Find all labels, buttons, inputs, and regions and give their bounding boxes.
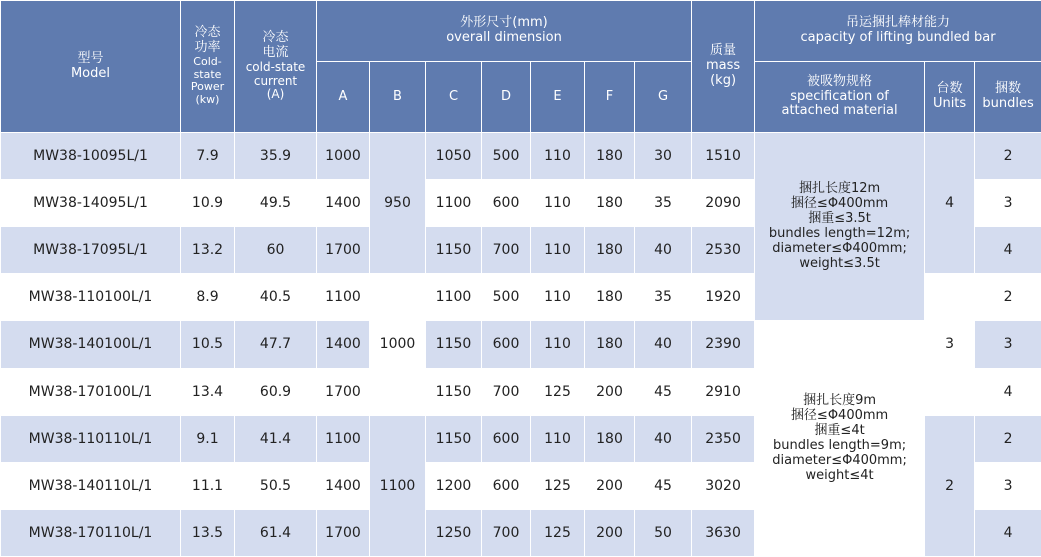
dim-f-cell: 180 xyxy=(585,415,635,462)
current-cell: 40.5 xyxy=(235,274,317,321)
dim-a-cell: 1700 xyxy=(317,509,370,556)
mass-cell: 3630 xyxy=(692,509,755,556)
dim-g-cell: 50 xyxy=(635,509,692,556)
bundles-cell: 3 xyxy=(975,321,1041,368)
bundles-cell: 4 xyxy=(975,227,1041,274)
dim-e-cell: 110 xyxy=(531,274,585,321)
dim-d-cell: 600 xyxy=(482,180,531,227)
model-cell: MW38-17095L/1 xyxy=(1,227,181,274)
model-cell: MW38-110110L/1 xyxy=(1,415,181,462)
mass-cell: 3020 xyxy=(692,462,755,509)
current-cell: 60.9 xyxy=(235,368,317,415)
power-cell: 10.5 xyxy=(181,321,235,368)
dim-g-cell: 45 xyxy=(635,462,692,509)
dim-b-group-cell: 950 xyxy=(370,133,426,274)
power-cell: 13.4 xyxy=(181,368,235,415)
table-row xyxy=(1,321,1041,368)
dim-c-cell: 1150 xyxy=(426,227,482,274)
header-dim-c: C xyxy=(426,62,482,133)
header-overall-dimension: 外形尺寸(mm) overall dimension xyxy=(317,1,692,62)
dim-a-cell: 1100 xyxy=(317,274,370,321)
model-cell: MW38-10095L/1 xyxy=(1,133,181,180)
dim-f-cell: 180 xyxy=(585,227,635,274)
mass-cell: 2530 xyxy=(692,227,755,274)
dim-c-cell: 1150 xyxy=(426,415,482,462)
header-cold-current: 冷态 电流 cold-state current (A) xyxy=(235,1,317,133)
dim-a-cell: 1700 xyxy=(317,368,370,415)
dim-g-cell: 30 xyxy=(635,133,692,180)
header-dim-e: E xyxy=(531,62,585,133)
dim-c-cell: 1050 xyxy=(426,133,482,180)
model-cell: MW38-170110L/1 xyxy=(1,509,181,556)
dim-b-group-cell: 1000 xyxy=(370,274,426,415)
dim-e-cell: 110 xyxy=(531,227,585,274)
dim-d-cell: 600 xyxy=(482,415,531,462)
header-dim-f: F xyxy=(585,62,635,133)
dim-g-cell: 40 xyxy=(635,415,692,462)
dim-e-cell: 110 xyxy=(531,133,585,180)
dim-d-cell: 700 xyxy=(482,227,531,274)
header-model: 型号 Model xyxy=(1,1,181,133)
dim-a-cell: 1100 xyxy=(317,415,370,462)
mass-cell: 2910 xyxy=(692,368,755,415)
bundles-cell: 2 xyxy=(975,133,1041,180)
current-cell: 49.5 xyxy=(235,180,317,227)
dim-f-cell: 180 xyxy=(585,321,635,368)
power-cell: 13.2 xyxy=(181,227,235,274)
dim-f-cell: 200 xyxy=(585,509,635,556)
header-dim-b: B xyxy=(370,62,426,133)
dim-c-cell: 1100 xyxy=(426,274,482,321)
dim-g-cell: 40 xyxy=(635,227,692,274)
header-dim-d: D xyxy=(482,62,531,133)
units-group-cell: 3 xyxy=(925,274,975,415)
dim-c-cell: 1150 xyxy=(426,321,482,368)
dim-f-cell: 180 xyxy=(585,274,635,321)
header-units: 台数 Units xyxy=(925,62,975,133)
units-group-cell: 4 xyxy=(925,133,975,274)
table-row xyxy=(1,133,1041,180)
dim-g-cell: 40 xyxy=(635,321,692,368)
dim-a-cell: 1000 xyxy=(317,133,370,180)
dim-e-cell: 110 xyxy=(531,415,585,462)
dim-a-cell: 1400 xyxy=(317,180,370,227)
mass-cell: 2390 xyxy=(692,321,755,368)
header-mass: 质量 mass (kg) xyxy=(692,1,755,133)
model-cell: MW38-110100L/1 xyxy=(1,274,181,321)
current-cell: 35.9 xyxy=(235,133,317,180)
mass-cell: 1510 xyxy=(692,133,755,180)
current-cell: 61.4 xyxy=(235,509,317,556)
power-cell: 11.1 xyxy=(181,462,235,509)
dim-f-cell: 200 xyxy=(585,368,635,415)
bundles-cell: 2 xyxy=(975,274,1041,321)
dim-a-cell: 1700 xyxy=(317,227,370,274)
dim-d-cell: 500 xyxy=(482,133,531,180)
dim-d-cell: 700 xyxy=(482,509,531,556)
dim-e-cell: 125 xyxy=(531,368,585,415)
dim-d-cell: 700 xyxy=(482,368,531,415)
dim-f-cell: 180 xyxy=(585,180,635,227)
model-cell: MW38-170100L/1 xyxy=(1,368,181,415)
model-cell: MW38-140110L/1 xyxy=(1,462,181,509)
mass-cell: 1920 xyxy=(692,274,755,321)
header-dim-a: A xyxy=(317,62,370,133)
header-bundles: 捆数 bundles xyxy=(975,62,1041,133)
dim-g-cell: 45 xyxy=(635,368,692,415)
mass-cell: 2350 xyxy=(692,415,755,462)
mass-cell: 2090 xyxy=(692,180,755,227)
dim-a-cell: 1400 xyxy=(317,462,370,509)
header-cold-power: 冷态 功率 Cold- state Power (kw) xyxy=(181,1,235,133)
dim-g-cell: 35 xyxy=(635,274,692,321)
units-group-cell: 2 xyxy=(925,415,975,556)
dim-f-cell: 180 xyxy=(585,133,635,180)
dim-e-cell: 125 xyxy=(531,509,585,556)
current-cell: 41.4 xyxy=(235,415,317,462)
power-cell: 7.9 xyxy=(181,133,235,180)
dim-c-cell: 1150 xyxy=(426,368,482,415)
power-cell: 10.9 xyxy=(181,180,235,227)
bundles-cell: 4 xyxy=(975,509,1041,556)
bundles-cell: 3 xyxy=(975,462,1041,509)
dim-a-cell: 1400 xyxy=(317,321,370,368)
dim-d-cell: 500 xyxy=(482,274,531,321)
dim-e-cell: 110 xyxy=(531,321,585,368)
dim-f-cell: 200 xyxy=(585,462,635,509)
dim-e-cell: 125 xyxy=(531,462,585,509)
dim-c-cell: 1250 xyxy=(426,509,482,556)
current-cell: 60 xyxy=(235,227,317,274)
current-cell: 50.5 xyxy=(235,462,317,509)
power-cell: 8.9 xyxy=(181,274,235,321)
dim-e-cell: 110 xyxy=(531,180,585,227)
bundles-cell: 4 xyxy=(975,368,1041,415)
model-cell: MW38-14095L/1 xyxy=(1,180,181,227)
spec-group-cell: 捆扎长度12m 捆径≤Φ400mm 捆重≤3.5t bundles length=12m; diameter≤Φ400mm; weight≤3.5t xyxy=(755,133,925,321)
power-cell: 13.5 xyxy=(181,509,235,556)
header-dim-g: G xyxy=(635,62,692,133)
dim-c-cell: 1200 xyxy=(426,462,482,509)
bundles-cell: 3 xyxy=(975,180,1041,227)
dim-g-cell: 35 xyxy=(635,180,692,227)
dim-b-group-cell: 1100 xyxy=(370,415,426,556)
bundles-cell: 2 xyxy=(975,415,1041,462)
spec-group-cell: 捆扎长度9m 捆径≤Φ400mm 捆重≤4t bundles length=9m; diameter≤Φ400mm; weight≤4t xyxy=(755,321,925,557)
dim-d-cell: 600 xyxy=(482,321,531,368)
model-cell: MW38-140100L/1 xyxy=(1,321,181,368)
power-cell: 9.1 xyxy=(181,415,235,462)
header-spec: 被吸物规格 specification of attached material xyxy=(755,62,925,133)
header-capacity: 吊运捆扎棒材能力 capacity of lifting bundled bar xyxy=(755,1,1041,62)
dim-c-cell: 1100 xyxy=(426,180,482,227)
current-cell: 47.7 xyxy=(235,321,317,368)
dim-d-cell: 600 xyxy=(482,462,531,509)
